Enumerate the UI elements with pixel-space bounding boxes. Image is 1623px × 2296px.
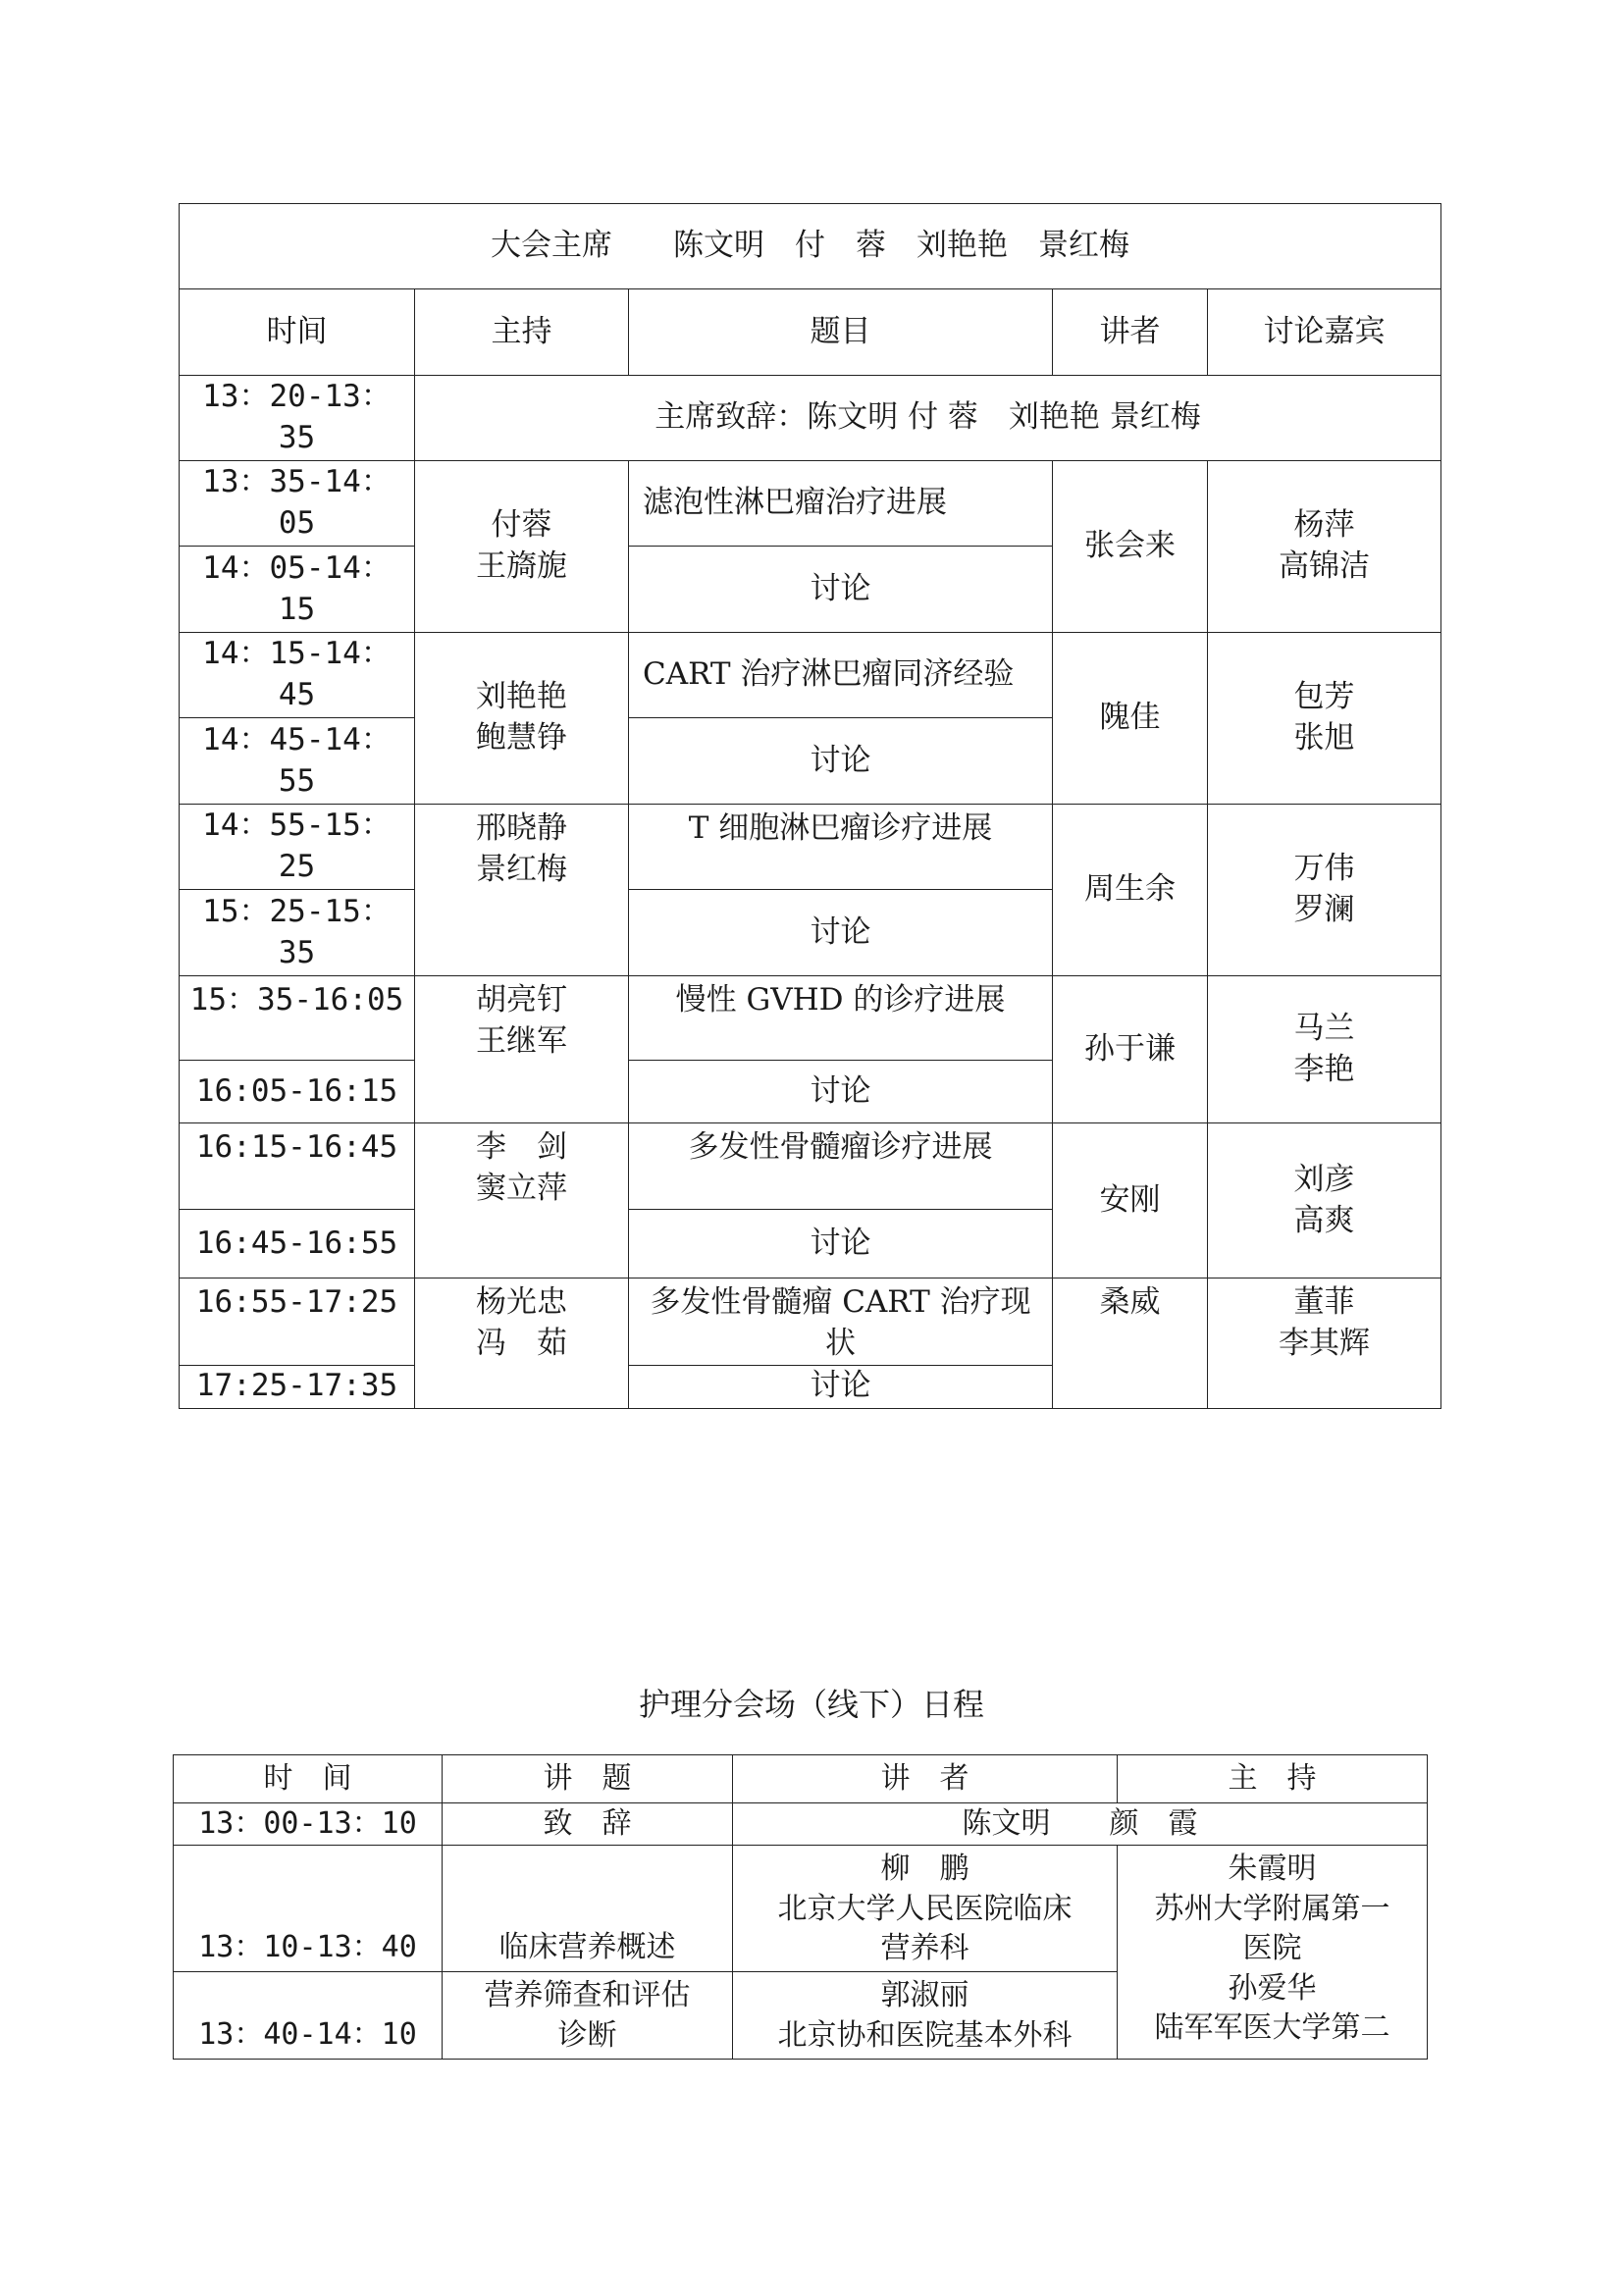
nurse-speaker: 郭淑丽 北京协和医院基本外科 bbox=[733, 1972, 1118, 2060]
table-row bbox=[180, 633, 1441, 718]
table-row bbox=[180, 461, 1441, 547]
nursing-schedule-title: 护理分会场（线下）日程 bbox=[638, 1686, 984, 1723]
session-speaker: 安刚 bbox=[1053, 1123, 1208, 1278]
session-guests: 刘彦 高爽 bbox=[1208, 1123, 1441, 1278]
nursing-schedule-table bbox=[173, 1754, 1428, 2060]
header-topic: 题目 bbox=[629, 289, 1053, 376]
nurse-header-time: 时 间 bbox=[174, 1755, 443, 1803]
session-speaker: 孙于谦 bbox=[1053, 976, 1208, 1123]
discussion-label: 讨论 bbox=[629, 718, 1053, 805]
chairs-row: 大会主席 陈文明 付 蓉 刘艳艳 景红梅 bbox=[180, 204, 1441, 289]
nurse-time: 13：40-14：10 bbox=[174, 1972, 443, 2060]
session-hosts: 杨光忠 冯 茹 bbox=[415, 1278, 629, 1409]
session-time: 13：35-14：05 bbox=[180, 461, 415, 547]
session-topic: 多发性骨髓瘤诊疗进展 bbox=[629, 1123, 1053, 1210]
nurse-opening-time: 13：00-13：10 bbox=[174, 1803, 443, 1846]
discussion-label: 讨论 bbox=[629, 1061, 1053, 1123]
session-guests: 包芳 张旭 bbox=[1208, 633, 1441, 805]
session-speaker: 隗佳 bbox=[1053, 633, 1208, 805]
nurse-time: 13：10-13：40 bbox=[174, 1846, 443, 1972]
discussion-time: 14：05-14：15 bbox=[180, 547, 415, 633]
session-hosts: 邢晓静 景红梅 bbox=[415, 805, 629, 976]
table-row bbox=[180, 805, 1441, 890]
discussion-time: 16:05-16:15 bbox=[180, 1061, 415, 1123]
discussion-time: 15：25-15：35 bbox=[180, 890, 415, 976]
nurse-header-host: 主 持 bbox=[1118, 1755, 1428, 1803]
opening-remarks: 主席致辞：陈文明 付 蓉 刘艳艳 景红梅 bbox=[415, 376, 1441, 461]
session-topic: CART 治疗淋巴瘤同济经验 bbox=[629, 633, 1053, 718]
session-hosts: 胡亮钉 王继军 bbox=[415, 976, 629, 1123]
session-speaker: 桑威 bbox=[1053, 1278, 1208, 1409]
session-guests: 杨萍 高锦洁 bbox=[1208, 461, 1441, 633]
header-speaker: 讲者 bbox=[1053, 289, 1208, 376]
nurse-topic: 临床营养概述 bbox=[443, 1846, 733, 1972]
session-time: 15：35-16:05 bbox=[180, 976, 415, 1061]
session-topic: 慢性 GVHD 的诊疗进展 bbox=[629, 976, 1053, 1061]
nurse-opening-speakers: 陈文明 颜 霞 bbox=[733, 1803, 1428, 1846]
session-guests: 董菲 李其辉 bbox=[1208, 1278, 1441, 1409]
nurse-speaker: 柳 鹏 北京大学人民医院临床 营养科 bbox=[733, 1846, 1118, 1972]
session-speaker: 张会来 bbox=[1053, 461, 1208, 633]
opening-time: 13：20-13：35 bbox=[180, 376, 415, 461]
session-hosts: 李 剑 窦立萍 bbox=[415, 1123, 629, 1278]
discussion-time: 17:25-17:35 bbox=[180, 1365, 415, 1408]
nurse-header-speaker: 讲 者 bbox=[733, 1755, 1118, 1803]
nurse-header-topic: 讲 题 bbox=[443, 1755, 733, 1803]
table-row bbox=[180, 1278, 1441, 1366]
session-time: 16:55-17:25 bbox=[180, 1278, 415, 1366]
discussion-label: 讨论 bbox=[629, 1210, 1053, 1278]
table-row bbox=[174, 1846, 1428, 1972]
session-guests: 万伟 罗澜 bbox=[1208, 805, 1441, 976]
nurse-hosts: 朱霞明 苏州大学附属第一 医院 孙爱华 陆军军医大学第二 bbox=[1118, 1846, 1428, 2060]
session-time: 16:15-16:45 bbox=[180, 1123, 415, 1210]
discussion-label: 讨论 bbox=[629, 890, 1053, 976]
discussion-time: 14：45-14：55 bbox=[180, 718, 415, 805]
session-topic: T 细胞淋巴瘤诊疗进展 bbox=[629, 805, 1053, 890]
main-schedule-table bbox=[179, 203, 1441, 1409]
table-row bbox=[180, 976, 1441, 1061]
table-row bbox=[180, 1123, 1441, 1210]
nurse-opening-topic: 致 辞 bbox=[443, 1803, 733, 1846]
session-guests: 马兰 李艳 bbox=[1208, 976, 1441, 1123]
session-hosts: 刘艳艳 鲍慧铮 bbox=[415, 633, 629, 805]
header-guests: 讨论嘉宾 bbox=[1208, 289, 1441, 376]
session-time: 14：15-14：45 bbox=[180, 633, 415, 718]
nurse-topic: 营养筛查和评估 诊断 bbox=[443, 1972, 733, 2060]
discussion-label: 讨论 bbox=[629, 1365, 1053, 1408]
session-topic: 多发性骨髓瘤 CART 治疗现 状 bbox=[629, 1278, 1053, 1366]
session-topic: 滤泡性淋巴瘤治疗进展 bbox=[629, 461, 1053, 547]
session-hosts: 付蓉 王旖旎 bbox=[415, 461, 629, 633]
session-speaker: 周生余 bbox=[1053, 805, 1208, 976]
header-time: 时间 bbox=[180, 289, 415, 376]
header-host: 主持 bbox=[415, 289, 629, 376]
session-time: 14：55-15：25 bbox=[180, 805, 415, 890]
discussion-time: 16:45-16:55 bbox=[180, 1210, 415, 1278]
discussion-label: 讨论 bbox=[629, 547, 1053, 633]
